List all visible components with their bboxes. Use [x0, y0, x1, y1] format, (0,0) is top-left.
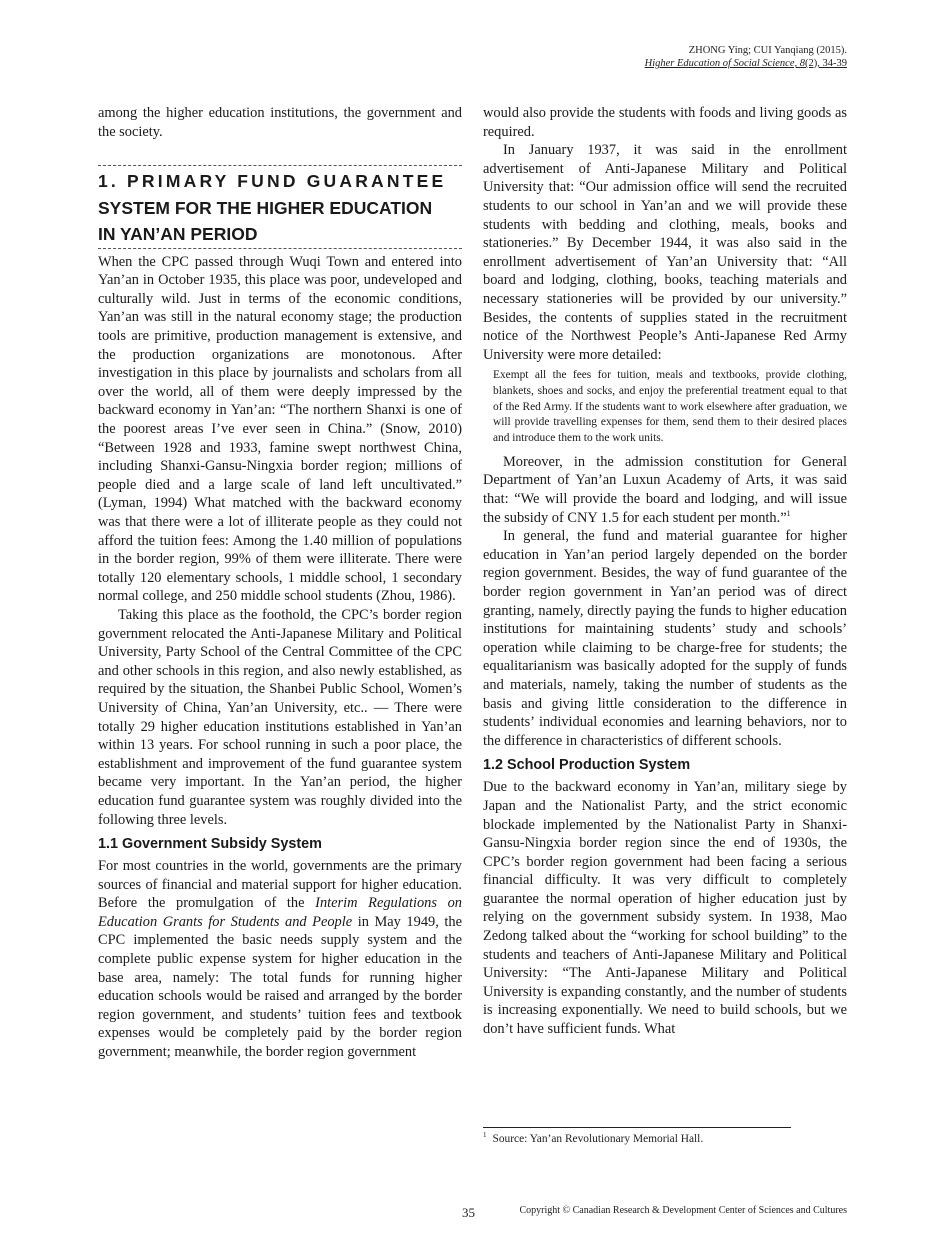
- left-column: [98, 104, 462, 1062]
- page-number: 35: [462, 1205, 475, 1220]
- right-paragraph-4: Due to the backward economy in Yan’an, military siege by Japan and the Nationalist Party, and the strict economic blockade implemented by the Nationalist Party in Shanxi-Gansu-Ningxia border region since the end of 1930s, the CPC’s border region government had been facing a serious financial difficulty. It was very difficult to completely guarantee the normal operation of higher education just by relying on the government subsidy system. In 1938, Mao Zedong talked about the “working for school building” to the students and teachers of Anti-Japanese Military and Political University: “The Anti-Japanese Military and Political University is expanding constantly, and the number of students is increasing exponentially. We need to build schools, but we don’t have sufficient funds. What: [483, 779, 847, 1038]
- right-paragraph-2-text: Moreover, in the admission constitution for General Department of Yan’an Luxun Academy of Arts, it was said that: “We will provide the board and lodging, and will issue the subsidy of CNY 1.5 for each student per month.”: [483, 453, 847, 526]
- section-rule-bottom: [98, 248, 462, 249]
- left-paragraph-0: among the higher education institutions, the government and the society.: [98, 105, 462, 140]
- subsection-heading-1-2: 1.2 School Production System: [483, 757, 691, 774]
- section-heading-line-3: IN YAN’AN PERIOD: [98, 224, 258, 245]
- regulation-title-italic: Interim Regulations on Education Grants for Students and People: [98, 895, 462, 930]
- running-header: [645, 44, 847, 70]
- left-paragraph-2: Taking this place as the foothold, the CPC’s border region government relocated the Anti-Japanese Military and Political University, Party School of the Central Committee of the CPC and other schools in this region, and also newly established, as required by the situation, the Shanbei Public School, Women’s University of China, Yan’an University, etc.. — There were totally 29 higher education institutions established in Yan’an within 13 years. For school running in such a poor place, the establishment and improvement of the fund guarantee system became very important. In the Yan’an period, the higher education fund guarantee system was roughly divided into the following three levels.: [98, 606, 462, 828]
- left-paragraph-3-b: in May 1949, the CPC implemented the basic needs supply system and the complete public expense system for higher education in the base area, namely: The total funds for running higher education schools would be raised and arranged by the border region government, and students’ tuition fees and textbook expenses would be completely paid by the border region government; meanwhile, the border region government: [98, 913, 462, 1061]
- block-quote: Exempt all the fees for tuition, meals and textbooks, provide clothing, blankets, shoes and socks, and enjoy the preferential treatment equal to that of the Red Army. If the students want to work elsewhere after graduation, we will provide travelling expenses for them, send them to their desired places and introduce them to the work units.: [493, 369, 847, 445]
- subsection-heading-1-1: 1.1 Government Subsidy System: [98, 836, 322, 853]
- footnote-marker: 1: [483, 1131, 487, 1140]
- right-paragraph-0: would also provide the students with foods and living goods as required.: [483, 105, 847, 140]
- right-paragraph-2: [483, 453, 847, 527]
- right-paragraph-3: In general, the fund and material guarantee for higher education in Yan’an period largely depended on the border region government. Besides, the way of fund guarantee of the border region government in Yan’an period was of direct granting, namely, directly paying the funds to higher education institutions for maintaining students’ study and schools’ operation while claiming to be charge-free for students; the equalitarianism was basically adopted for the supply of funds and materials, namely, taking the number of students as the basis and giving little consideration to the difference in students’ individual economies and learning behaviors, nor to the difference in characteristics of different schools.: [483, 528, 847, 749]
- footnote-ref[interactable]: 1: [786, 508, 791, 518]
- left-paragraph-3-a: For most countries in the world, governments are the primary sources of financial and material support for higher education. Before the promulgation of the: [98, 858, 462, 912]
- right-paragraph-1: In January 1937, it was said in the enrollment advertisement of Anti-Japanese Military and Political University that: “Our admission office will send the recruited students to our school in Yan’an and we will provide these students with bedding and clothing, meals, books and stationeries.” By December 1944, it was also said in the enrollment advertisement of Yan’an University that: “All board and lodging, clothing, books, teaching materials and necessary stationeries will be provided by our university.” Besides, the contents of supplies stated in the recruitment notice of the Northwest People’s Anti-Japanese Red Army University were more detailed:: [483, 142, 847, 363]
- left-paragraph-3: [98, 857, 462, 1062]
- section-heading-line-2: SYSTEM FOR THE HIGHER EDUCATION: [98, 197, 433, 218]
- left-paragraph-1: When the CPC passed through Wuqi Town and entered into Yan’an in October 1935, this place was poor, undeveloped and culturally wild. Just in terms of the economic conditions, Yan’an was still in the natural economy stage; the production tools are primitive, production management is extensive, and the production organizations are monotonous. After investigation in this place by journalists and scholars from all over the world, all of them were deeply impressed by the backward economy in Yan’an: “The northern Shanxi is one of the poorest areas I’ve ever seen in China.” (Snow, 2010) “Between 1928 and 1933, famine swept northwest China, including Shanxi-Gansu-Ningxia border region; millions of people died and a large scale of land left uncultivated.” (Lyman, 1994) What matched with the backward economy was that there were a lot of illiterate people as they could not afford the tuition fees: Among the 1.40 million of populations in the border region, 99% of them were illiterate. There were totally 120 elementary schools, 1 middle school, 1 secondary normal college, and 250 middle school students (Zhou, 1986).: [98, 253, 462, 605]
- section-heading-line-1: 1. PRIMARY FUND GUARANTEE: [98, 171, 447, 192]
- footnote-rule: [483, 1127, 791, 1128]
- header-citation: [645, 57, 847, 70]
- header-issue: (2), 34-39: [805, 58, 847, 69]
- right-column: [483, 104, 847, 1039]
- footnote-text: Source: Yan’an Revolutionary Memorial Hall.: [492, 1133, 704, 1145]
- header-authors: ZHONG Ying; CUI Yanqiang (2015).: [688, 45, 847, 56]
- section-heading-1: [98, 166, 462, 248]
- header-journal: Higher Education of Social Science, 8: [644, 58, 805, 69]
- footnote: [483, 1133, 703, 1145]
- copyright-notice: Copyright © Canadian Research & Development Center of Sciences and Cultures: [519, 1205, 847, 1216]
